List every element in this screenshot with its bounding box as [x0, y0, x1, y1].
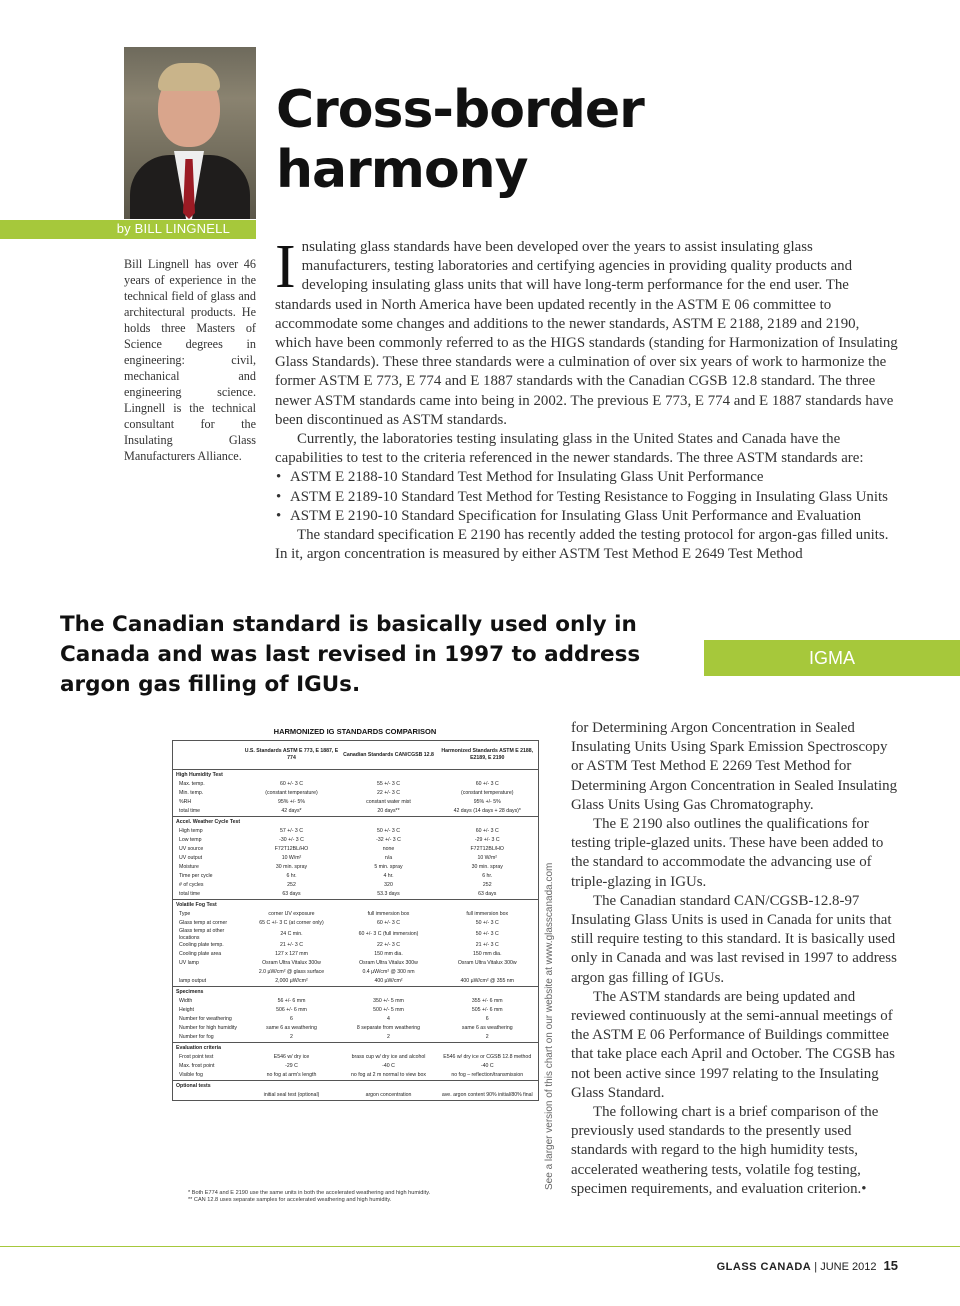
table-cell [437, 968, 539, 977]
table-cell: 2 [485, 1034, 489, 1041]
table-row-label: UV source [179, 846, 204, 853]
table-row-label: UV output [179, 855, 203, 862]
table-cell: 30 min. spray [471, 864, 503, 871]
table-row [173, 1015, 539, 1024]
table-cell: 506 +/- 6 mm [276, 1007, 307, 1014]
table-row [173, 910, 539, 919]
table-row [173, 1053, 539, 1062]
table-cell: 5 min. spray [374, 864, 403, 871]
table-section-title: Evaluation criteria [173, 1043, 539, 1054]
table-header: U.S. Standards ASTM E 773, E 1887, E 774 [243, 741, 341, 770]
table-body [173, 770, 539, 1101]
table-row [173, 863, 539, 872]
table-row [173, 1024, 539, 1033]
table-cell: 57 +/- 3 C [280, 828, 303, 835]
table-row-label [173, 1091, 243, 1101]
table-row [173, 780, 539, 789]
table-cell: 21 +/- 3 C [280, 942, 303, 949]
table-row [173, 919, 539, 928]
table-cell: 55 +/- 3 C [377, 781, 400, 788]
table-section-row [173, 987, 539, 998]
table-cell: initial seal test (optional) [263, 1092, 320, 1099]
table-cell: same 6 as weathering [266, 1025, 317, 1032]
table-row-label: Height [179, 1007, 194, 1014]
table-cell: constant water mist [366, 799, 411, 806]
table-section-title: Specimens [173, 987, 539, 998]
table-section-row [173, 1043, 539, 1054]
headline-line-2: harmony [276, 140, 528, 200]
table-cell: 60 +/- 3 C [280, 781, 303, 788]
byline-bar [0, 220, 256, 239]
standards-comparison-table [172, 740, 539, 1101]
table-cell: 252 [287, 882, 296, 889]
table-row-label: Number for fog [179, 1034, 214, 1041]
table-row-label: total time [179, 891, 201, 898]
footnote: ** CAN 12.8 uses separate samples for accelerated weathering and high humidity. [188, 1197, 392, 1203]
table-cell: 6 [485, 1016, 489, 1023]
table-row-label [173, 968, 243, 977]
table-cell: 50 +/- 3 C [475, 920, 499, 927]
table-row-label: Glass temp at other locations [179, 928, 225, 941]
table-cell: 6 hr. [286, 873, 297, 880]
table-cell: 150 mm dia. [374, 951, 403, 958]
byline: by BILL LINGNELL [116, 221, 230, 236]
table-row [173, 854, 539, 863]
table-cell: 350 +/- 5 mm [373, 998, 404, 1005]
article-paragraph: Currently, the laboratories testing insulating glass in the United States and Canada have the capabilities to test to the criteria referenced in the newer standards. The three ASTM standards are: [275, 431, 864, 467]
table-cell: same 6 as weathering [461, 1025, 513, 1032]
table-cell: 505 +/- 6 mm [471, 1007, 503, 1014]
table-cell: 150 mm dia. [472, 951, 502, 958]
table-cell: 60 +/- 3 C (full immersion) [358, 931, 419, 938]
author-bio: Bill Lingnell has over 46 years of experience in the technical field of glass and architectural products. He holds three Masters of Science degrees in engineering: civil, mechanical and engineering science. Lingnell is the technical consultant for the Insulating Glass Manufacturers Alliance. [124, 257, 256, 463]
article-column-2 [571, 719, 897, 1199]
table-cell: (constant temperature) [265, 790, 318, 797]
table-row [173, 968, 539, 977]
table-row-label: total time [179, 808, 201, 815]
page-number: 15 [883, 1258, 898, 1273]
table-row-label: # of cycles [179, 882, 204, 889]
table-row [173, 789, 539, 798]
article-paragraph: The Canadian standard CAN/CGSB-12.8-97 Insulating Glass Units is used in Canada for units that still require testing to this standard. It is basically used only in Canada and was last revised in 1997 to address argon gas filling of IGUs. [571, 892, 897, 986]
table-cell: 20 days** [377, 808, 400, 815]
table-cell: 2.0 µW/cm² @ glass surface [258, 969, 325, 976]
table-title: HARMONIZED IG STANDARDS COMPARISON [273, 727, 437, 736]
table-cell: brass cup w/ dry ice and alcohol [351, 1054, 426, 1061]
table-cell: -29 +/- 3 C [474, 837, 500, 844]
table-section-row [173, 817, 539, 828]
table-cell: 22 +/- 3 C [377, 790, 400, 797]
table-cell: 0.4 µW/cm² @ 300 nm [362, 969, 415, 976]
table-row-label: Visible fog [179, 1072, 203, 1079]
table-cell: 50 +/- 3 C [475, 931, 499, 938]
table-row [173, 1091, 539, 1101]
table-section-row [173, 900, 539, 911]
table-cell: argon concentration [365, 1092, 412, 1099]
table-row [173, 959, 539, 968]
table-cell: -30 +/- 3 C [279, 837, 304, 844]
table-cell: 63 days [478, 891, 497, 898]
table-section-title: High Humidity Test [173, 770, 539, 781]
table-section-title: Accel. Weather Cycle Test [173, 817, 539, 828]
article-body [275, 233, 898, 564]
table-row-label: Frost point test [179, 1054, 214, 1061]
table-row-label: Low temp [179, 837, 202, 844]
table-cell: full immersion box [466, 911, 509, 918]
table-row-label: Type [179, 911, 191, 918]
table-cell: 63 days [282, 891, 301, 898]
article-paragraph: The following chart is a brief comparison of the previously used standards to the presently used standards with regard to the high humidity tests, accelerated weathering tests, volatile fog testing, specimen requirements, and evaluation criterion.• [571, 1104, 879, 1197]
table-row [173, 890, 539, 900]
table-row [173, 807, 539, 817]
standards-list [275, 468, 898, 526]
table-cell: 22 +/- 3 C [377, 942, 400, 949]
table-cell: Osram Ultra Vitalux 300w [359, 960, 418, 967]
table-cell: 2 [290, 1034, 293, 1041]
pull-quote: The Canadian standard is basically used only in Canada and was last revised in 1997 to address argon gas filling of IGUs. [60, 612, 641, 697]
author-photo [124, 47, 256, 219]
table-cell: 60 +/- 3 C [475, 828, 499, 835]
table-section-title: Optional tests [173, 1081, 539, 1092]
table-cell: none [382, 846, 395, 853]
article-paragraph: The E 2190 also outlines the qualifications for testing triple-glazed units. These have been added to the standard to accommodate the advancing use of triple-glazing in IGUs. [571, 816, 884, 890]
article-paragraph: The standard specification E 2190 has recently added the testing protocol for argon-gas filled units. In it, argon concentration is measured by either ASTM Test Method E 2649 Test Method [275, 527, 889, 563]
table-row-label: lamp output [179, 978, 207, 985]
magazine-name: GLASS CANADA [716, 1261, 812, 1273]
section-tag: IGMA [704, 640, 960, 676]
table-row [173, 1033, 539, 1043]
table-cell: 6 [290, 1016, 293, 1023]
list-item: • ASTM E 2190-10 Standard Specification for Insulating Glass Unit Performance and Evaluation [275, 507, 898, 526]
table-row [173, 827, 539, 836]
table-row [173, 1006, 539, 1015]
table-row-label: Number for weathering [179, 1016, 232, 1023]
table-cell: ave. argon content 90% initial/80% final [441, 1092, 533, 1099]
table-cell: n/a [384, 855, 393, 862]
table-row-label: Cooling plate area [179, 951, 222, 958]
table-row-label: Max. frost point [179, 1063, 215, 1070]
table-cell: 42 days* [281, 808, 302, 815]
table-cell: 8 separate from weathering [356, 1025, 421, 1032]
article-paragraph: for Determining Argon Concentration in Sealed Insulating Units Using Spark Emission Spectroscopy or ASTM Test Method E 2269 Test Method for Determining Argon Concentration in Sealed Insulating Glass Units Using Gas Chromatography. [571, 720, 898, 813]
issue-date: JUNE 2012 [820, 1261, 877, 1273]
footer-separator: | [814, 1261, 818, 1273]
table-row-label: Cooling plate temp. [179, 942, 224, 949]
table-cell: no fog at 2 m normal to view box [351, 1072, 426, 1079]
table-row-label: %RH [179, 799, 192, 806]
drop-cap: I [275, 233, 296, 301]
table-header: Harmonized Standards ASTM E 2188, E2189, E 2190 [437, 741, 539, 770]
table-cell: 24 C min. [280, 931, 303, 938]
table-header-row [173, 741, 539, 770]
table-row-label: Glass temp at corner [179, 920, 228, 927]
table-cell: 500 +/- 5 mm [373, 1007, 404, 1014]
table-cell: E546 w/ dry ice or CGSB 12.8 method [443, 1054, 532, 1061]
table-row [173, 881, 539, 890]
table-cell: 252 [482, 882, 492, 889]
table-cell: 2,000 µW/cm² [275, 978, 308, 985]
table-cell: 60 +/- 3 C [377, 920, 400, 927]
table-cell: -40 C [382, 1063, 395, 1070]
table-cell: 95% +/- 5% [278, 799, 305, 806]
table-cell: 21 +/- 3 C [475, 942, 499, 949]
table-cell: -40 C [480, 1063, 494, 1070]
table-header [173, 741, 243, 770]
table-cell: 127 x 127 mm [275, 951, 308, 958]
table-cell: Osram Ultra Vitalux 300w [457, 960, 517, 967]
table-cell: F72T12BL/HO [470, 846, 504, 853]
table-row [173, 977, 539, 987]
headline-line-1: Cross-border [276, 80, 644, 140]
table-cell: 2 [387, 1034, 390, 1041]
table-cell: 10 W/m² [281, 855, 302, 862]
table-row-label: Moisture [179, 864, 199, 871]
table-row [173, 950, 539, 959]
table-cell: 30 min. spray [275, 864, 308, 871]
table-cell: (constant temperature) [461, 790, 514, 797]
table-cell: Osram Ultra Vitalux 300w [262, 960, 321, 967]
table-cell: no fog at arm's length [266, 1072, 317, 1079]
table-row [173, 1071, 539, 1081]
table-cell: 400 µW/cm² [374, 978, 403, 985]
table-cell: 10 W/m² [477, 855, 498, 862]
table-section-title: Volatile Fog Test [173, 900, 539, 911]
table-row [173, 845, 539, 854]
table-cell: 400 µW/cm² @ 355 nm [460, 978, 515, 985]
table-row [173, 836, 539, 845]
table-row [173, 1062, 539, 1071]
table-cell: 355 +/- 6 mm [471, 998, 503, 1005]
table-cell: no fog – reflection/transmission [451, 1072, 524, 1079]
table-cell: 4 [387, 1016, 390, 1023]
table-row-label: Time per cycle [179, 873, 213, 880]
table-footnotes [188, 1190, 548, 1204]
table-cell: 95% +/- 5% [473, 799, 501, 806]
table-row-label: Min. temp. [179, 790, 204, 797]
table-cell: F72T12BL/HO [274, 846, 309, 853]
chart-website-note: See a larger version of this chart on our website at www.glasscanada.com [544, 862, 555, 1190]
table-row-label: Max. temp. [179, 781, 205, 788]
table-cell: E546 w/ dry ice [273, 1054, 310, 1061]
table-cell: 320 [384, 882, 393, 889]
table-row [173, 941, 539, 950]
list-item: • ASTM E 2188-10 Standard Test Method for Insulating Glass Unit Performance [275, 468, 898, 487]
footer-rule [0, 1246, 960, 1247]
table-row [173, 997, 539, 1006]
article-paragraph: The ASTM standards are being updated and reviewed continuously at the semi-annual meetings of the ASTM E 06 Performance of Buildings committee that take place each April and October. The CGSB has not been active since 1997 relating to the Insulating Glass Standard. [571, 988, 895, 1101]
table-section-row [173, 770, 539, 781]
table-header: Canadian Standards CAN/CGSB 12.8 [341, 741, 437, 770]
table-cell: 50 +/- 3 C [377, 828, 400, 835]
table-cell: full immersion box [367, 911, 410, 918]
table-cell: corner UV exposure [268, 911, 315, 918]
table-cell: 53.3 days [377, 891, 400, 898]
table-cell: 56 +/- 6 mm [277, 998, 306, 1005]
table-row-label: High temp [179, 828, 203, 835]
table-cell: 6 hr. [482, 873, 493, 880]
table-row-label: UV lamp [179, 960, 199, 967]
table-section-row [173, 1081, 539, 1092]
table-row-label: Width [179, 998, 193, 1005]
footnote: * Both E774 and E 2190 use the same units in both the accelerated weathering and high humidity. [188, 1190, 431, 1196]
table-cell: 65 C +/- 3 C (at corner only) [259, 920, 324, 927]
table-cell: -32 +/- 3 C [376, 837, 401, 844]
page-footer [717, 1258, 898, 1273]
table-cell: 60 +/- 3 C [475, 781, 499, 788]
table-cell: 4 hr. [383, 873, 394, 880]
list-item: • ASTM E 2189-10 Standard Test Method for Testing Resistance to Fogging in Insulating Glass Units [275, 488, 898, 507]
table-row [173, 798, 539, 807]
headline [276, 80, 644, 200]
table-row-label: Number for high humidity [179, 1025, 237, 1032]
article-paragraph: Insulating glass standards have been developed over the years to assist insulating glass manufacturers, testing laboratories and certifying agencies in providing quality products and developing insulating glass units that will have long-term performance for the end user. The standards used in North America have been updated recently in the ASTM E 06 committee to accommodate some changes and additions to the newer standards, ASTM E 2188, 2189 and 2190, which have been commonly referred to as the HIGS standards (standing for Harmonization of Insulating Glass Standards). These three standards were a culmination of over six years of work to harmonize the former ASTM E 773, E 774 and E 1887 standards with the Canadian CGSB 12.8 standard. The three newer ASTM standards came into being in 2002. The previous E 773, E 774 and E 1887 standards have been discontinued as ASTM standards. [275, 233, 898, 428]
table-row [173, 872, 539, 881]
table-cell: 42 days (14 days + 28 days)* [453, 808, 521, 815]
table-cell: -29 C [285, 1063, 298, 1070]
table-row [173, 928, 539, 941]
